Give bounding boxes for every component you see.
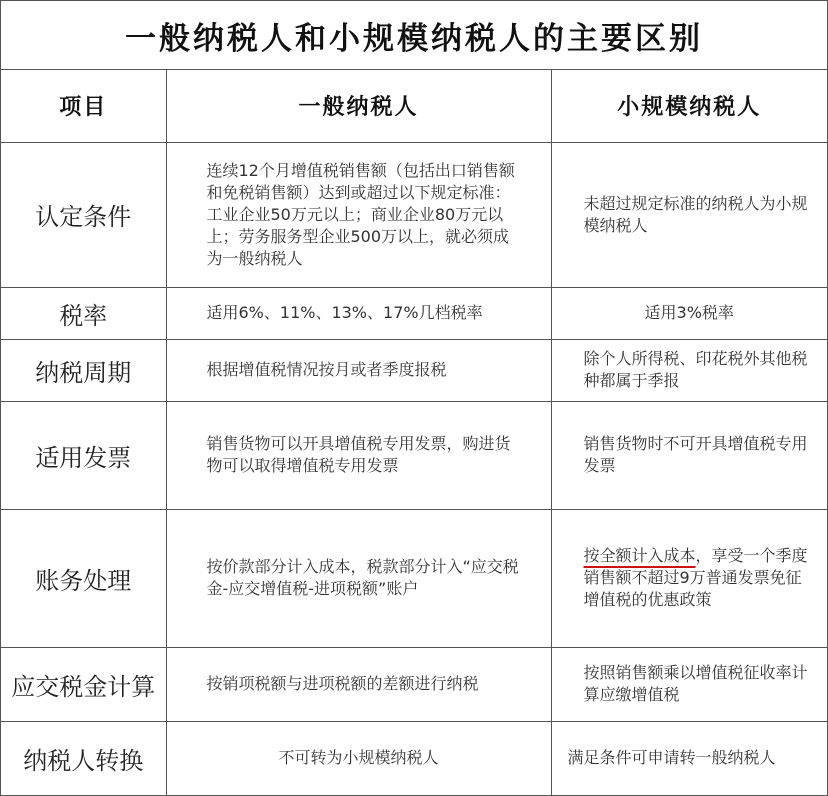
small-text: 未超过规定标准的纳税人为小规模纳税人: [583, 193, 808, 235]
table-title: 一般纳税人和小规模纳税人的主要区别: [1, 1, 827, 70]
general-cell: [166, 647, 551, 721]
table-row: [1, 287, 827, 339]
general-cell: [166, 287, 551, 339]
small-text: 按照销售额乘以增值税征收率计算应缴增值税: [583, 663, 808, 704]
header-row: [1, 69, 827, 142]
general-cell: [166, 509, 551, 647]
general-text: 根据增值税情况按月或者季度报税: [206, 360, 447, 379]
small-text-rest: ，享受一个季度销售额不超过9万普通发票免征增值税的优惠政策: [583, 546, 808, 609]
general-cell: [166, 401, 551, 509]
row-label: 应交税金计算: [1, 647, 166, 721]
table-row: [1, 647, 827, 721]
comparison-table: [1, 69, 827, 795]
highlighted-phrase: 按全额计入成本: [583, 546, 696, 565]
small-text: 适用3%税率: [644, 303, 734, 322]
row-label: 纳税人转换: [1, 721, 166, 795]
table-row: [1, 509, 827, 647]
header-small-taxpayer: 小规模纳税人: [551, 69, 827, 142]
general-text: 销售货物可以开具增值税专用发票，购进货物可以取得增值税专用发票: [206, 434, 511, 475]
small-text: 除个人所得税、印花税外其他税种都属于季报: [583, 349, 808, 390]
general-cell: [166, 142, 551, 287]
row-label: 账务处理: [1, 509, 166, 647]
header-general-taxpayer: 一般纳税人: [166, 69, 551, 142]
table-row: [1, 401, 827, 509]
small-cell: [551, 647, 827, 721]
small-cell: [551, 401, 827, 509]
general-text: 按价款部分计入成本，税款部分计入“应交税金-应交增值税-进项税额”账户: [206, 557, 519, 598]
header-item: 项目: [1, 69, 166, 142]
small-cell: [551, 721, 827, 795]
table-row: [1, 142, 827, 287]
small-text: 满足条件可申请转一般纳税人: [567, 748, 776, 768]
general-text: 不可转为小规模纳税人: [278, 748, 439, 768]
small-text: [552, 545, 828, 611]
general-text: 适用6%、11%、13%、17%几档税率: [206, 303, 483, 322]
small-cell: [551, 142, 827, 287]
general-cell: [166, 339, 551, 401]
general-text: 连续12个月增值税销售额（包括出口销售额和免税销售额）达到或超过以下规定标准：工业企业50万元以上；商业企业80万元以上；劳务服务型企业500万以上，就必须成为一般纳税人: [206, 160, 515, 268]
general-text: 按销项税额与进项税额的差额进行纳税: [206, 674, 479, 693]
small-text: 销售货物时不可开具增值税专用发票: [583, 434, 808, 475]
table-row: [1, 721, 827, 795]
row-label: 适用发票: [1, 401, 166, 509]
row-label: 税率: [1, 287, 166, 339]
general-cell: [166, 721, 551, 795]
table-row: [1, 339, 827, 401]
row-label: 认定条件: [1, 142, 166, 287]
small-cell: [551, 287, 827, 339]
small-cell: [551, 509, 827, 647]
small-cell: [551, 339, 827, 401]
row-label: 纳税周期: [1, 339, 166, 401]
